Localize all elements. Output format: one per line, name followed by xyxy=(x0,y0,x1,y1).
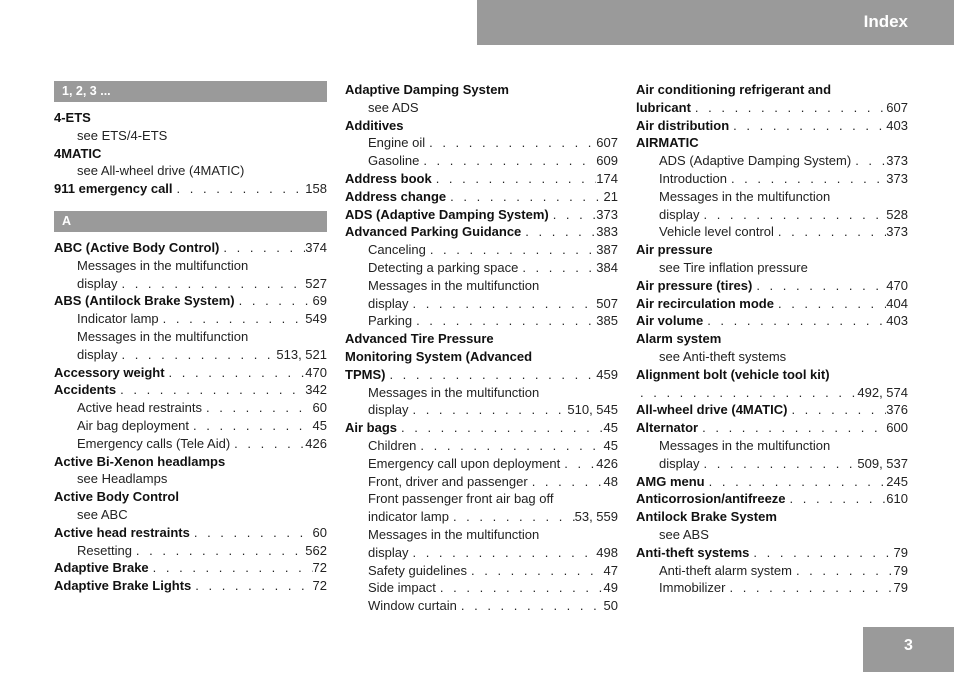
index-entry xyxy=(636,295,908,313)
index-entry xyxy=(54,109,327,127)
dot-leader xyxy=(408,295,596,313)
entry-text: Side impact xyxy=(368,580,436,596)
header-tab xyxy=(477,0,954,45)
index-subentry xyxy=(636,223,908,241)
index-column-1 xyxy=(54,81,327,595)
page-reference: 510, 545 xyxy=(567,402,618,418)
page-reference: 79 xyxy=(893,544,908,560)
dot-leader xyxy=(699,206,886,224)
entry-text: Emergency call upon deployment xyxy=(368,455,561,471)
index-entry xyxy=(636,241,908,259)
dot-leader xyxy=(446,188,603,206)
entry-text: display xyxy=(368,295,409,311)
index-subentry xyxy=(345,312,618,330)
entry-text: lubricant xyxy=(636,99,691,115)
entry-text: see Anti-theft systems xyxy=(659,348,787,364)
entry-text: Anti-theft alarm system xyxy=(659,562,792,578)
index-subentry xyxy=(345,562,618,580)
index-subentry xyxy=(345,295,618,313)
dot-leader xyxy=(699,455,857,473)
index-entry xyxy=(54,292,327,310)
entry-text: see ADS xyxy=(368,99,419,115)
entry-text: Anticorrosion/antifreeze xyxy=(636,491,786,507)
index-entry xyxy=(345,170,618,188)
index-subentry xyxy=(54,542,327,560)
page-reference: 374 xyxy=(305,239,327,255)
page-number: 3 xyxy=(904,637,913,654)
page-reference: 403 xyxy=(886,313,908,329)
entry-text: ADS (Adaptive Damping System) xyxy=(659,153,852,169)
entry-text: Children xyxy=(368,437,417,453)
dot-leader xyxy=(408,544,596,562)
entry-text: Front, driver and passenger xyxy=(368,473,528,489)
page-reference: 459 xyxy=(596,366,618,382)
page-reference: 174 xyxy=(596,170,618,186)
index-column-3 xyxy=(636,81,908,597)
entry-text: Messages in the multifunction xyxy=(659,188,831,204)
index-subentry xyxy=(636,437,908,455)
index-entry xyxy=(345,117,618,135)
entry-text: Adaptive Damping System xyxy=(345,82,509,97)
entry-text: AMG menu xyxy=(636,473,705,489)
dot-leader xyxy=(408,401,567,419)
page-reference: 60 xyxy=(312,400,327,416)
index-entry xyxy=(636,508,908,526)
entry-text: Parking xyxy=(368,313,413,329)
index-entry xyxy=(636,490,908,508)
dot-leader xyxy=(425,134,596,152)
page-reference: 342 xyxy=(305,382,327,398)
index-entry xyxy=(345,419,618,437)
index-subentry xyxy=(345,277,618,295)
index-subentry xyxy=(345,526,618,544)
index-entry xyxy=(54,364,327,382)
page-reference: 72 xyxy=(312,578,327,594)
index-subentry xyxy=(636,562,908,580)
page-reference: 79 xyxy=(893,562,908,578)
page-reference: 527 xyxy=(305,275,327,291)
page-reference: 373 xyxy=(886,153,908,169)
entry-text: Introduction xyxy=(659,170,727,186)
entry-text: ABS (Antilock Brake System) xyxy=(54,293,235,309)
index-subentry xyxy=(54,328,327,346)
entry-text: Active Bi-Xenon headlamps xyxy=(54,453,226,469)
page-reference: 79 xyxy=(893,580,908,596)
page-title: Index xyxy=(863,12,908,31)
entry-text: TPMS) xyxy=(345,366,386,382)
dot-leader xyxy=(397,419,604,437)
entry-text: display xyxy=(659,206,700,222)
page-reference: 47 xyxy=(603,562,618,578)
entry-text: Advanced Parking Guidance xyxy=(345,224,522,240)
index-column-2 xyxy=(345,81,618,615)
entry-text: Air recirculation mode xyxy=(636,295,774,311)
entry-text: Air bag deployment xyxy=(77,417,190,433)
entry-text: Address change xyxy=(345,188,447,204)
dot-leader xyxy=(117,275,305,293)
dot-leader xyxy=(190,524,313,542)
index-subentry xyxy=(636,188,908,206)
entry-text: Front passenger front air bag off xyxy=(368,491,554,507)
page-reference: 607 xyxy=(886,99,908,115)
dot-leader xyxy=(416,437,603,455)
entry-text: 911 emergency call xyxy=(54,181,173,197)
entry-text: ADS (Adaptive Damping System) xyxy=(345,206,549,222)
entry-text: see Tire inflation pressure xyxy=(659,259,808,275)
index-subentry xyxy=(54,506,327,524)
page-reference: 49 xyxy=(603,580,618,596)
index-subentry xyxy=(636,526,908,544)
entry-text: display xyxy=(77,346,118,362)
page-reference: 45 xyxy=(603,420,618,436)
entry-text: Alternator xyxy=(636,420,699,436)
index-entry xyxy=(636,134,908,152)
dot-leader xyxy=(159,310,306,328)
index-entry xyxy=(345,330,618,348)
index-subentry xyxy=(636,152,908,170)
page-reference: 158 xyxy=(305,181,327,197)
page-reference: 69 xyxy=(312,293,327,309)
entry-text: Immobilizer xyxy=(659,580,726,596)
index-entry xyxy=(636,312,908,330)
index-subentry xyxy=(54,127,327,145)
index-subentry xyxy=(636,348,908,366)
entry-text: Detecting a parking space xyxy=(368,259,519,275)
page-reference: 509, 537 xyxy=(857,455,908,471)
index-subentry xyxy=(54,310,327,328)
entry-text: Accessory weight xyxy=(54,364,165,380)
entry-text: see All-wheel drive (4MATIC) xyxy=(77,163,245,179)
dot-leader xyxy=(749,544,893,562)
dot-leader xyxy=(521,223,596,241)
index-subentry xyxy=(54,257,327,275)
section-header: A xyxy=(54,211,327,232)
dot-leader xyxy=(191,577,312,595)
page-reference: 513, 521 xyxy=(276,346,327,362)
dot-leader xyxy=(467,562,604,580)
entry-text: ABC (Active Body Control) xyxy=(54,239,220,255)
dot-leader xyxy=(426,241,596,259)
dot-leader xyxy=(436,579,604,597)
index-subentry xyxy=(636,455,908,473)
entry-text: All-wheel drive (4MATIC) xyxy=(636,402,788,418)
dot-leader xyxy=(703,312,886,330)
page-reference: 50 xyxy=(603,598,618,614)
dot-leader xyxy=(691,99,886,117)
index-subentry xyxy=(54,435,327,453)
page-reference: 373 xyxy=(596,206,618,222)
index-subentry xyxy=(345,544,618,562)
index-subentry xyxy=(345,99,618,117)
page-reference: 492, 574 xyxy=(857,384,908,400)
index-subentry xyxy=(54,275,327,293)
index-subentry xyxy=(54,162,327,180)
index-entry xyxy=(345,188,618,206)
entry-text: Messages in the multifunction xyxy=(368,384,540,400)
page-reference: 45 xyxy=(312,417,327,433)
index-subentry xyxy=(54,399,327,417)
section-spacer xyxy=(54,232,327,239)
entry-text: see ABS xyxy=(659,526,709,542)
index-entry xyxy=(636,473,908,491)
index-entry xyxy=(636,384,908,402)
page-reference: 60 xyxy=(312,524,327,540)
entry-text: display xyxy=(368,544,409,560)
dot-leader xyxy=(518,259,596,277)
entry-text: Adaptive Brake Lights xyxy=(54,578,192,594)
dot-leader xyxy=(432,170,597,188)
index-subentry xyxy=(54,417,327,435)
dot-leader xyxy=(132,542,305,560)
dot-leader xyxy=(412,312,596,330)
page-reference: 373 xyxy=(886,170,908,186)
index-entry xyxy=(345,81,618,99)
dot-leader xyxy=(528,473,604,491)
entry-text: Air pressure xyxy=(636,242,713,258)
dot-leader xyxy=(752,277,886,295)
page-reference: 385 xyxy=(596,313,618,329)
entry-text: Active head restraints xyxy=(77,400,203,416)
index-entry xyxy=(636,81,908,99)
page-reference: 610 xyxy=(886,491,908,507)
index-entry xyxy=(636,419,908,437)
dot-leader xyxy=(729,117,886,135)
entry-text: Active Body Control xyxy=(54,489,179,505)
page-reference: 609 xyxy=(596,153,618,169)
index-subentry xyxy=(345,259,618,277)
index-entry xyxy=(636,117,908,135)
entry-text: display xyxy=(77,275,118,291)
dot-leader xyxy=(202,399,313,417)
dot-leader xyxy=(173,180,306,198)
entry-text: 4MATIC xyxy=(54,145,102,161)
page-reference: 72 xyxy=(312,560,327,576)
dot-leader xyxy=(636,384,857,402)
entry-text: indicator lamp xyxy=(368,509,449,525)
dot-leader xyxy=(457,597,604,615)
index-subentry xyxy=(345,579,618,597)
index-entry xyxy=(54,488,327,506)
index-subentry xyxy=(54,470,327,488)
entry-text: display xyxy=(659,455,700,471)
entry-text: Messages in the multifunction xyxy=(77,328,249,344)
entry-text: Safety guidelines xyxy=(368,562,468,578)
entry-text: Active head restraints xyxy=(54,524,190,540)
entry-text: 4-ETS xyxy=(54,110,91,125)
dot-leader xyxy=(727,170,886,188)
entry-text: see ABC xyxy=(77,506,128,522)
dot-leader xyxy=(385,366,596,384)
page-reference: 245 xyxy=(886,473,908,489)
dot-leader xyxy=(787,401,886,419)
dot-leader xyxy=(549,206,597,224)
entry-text: Alignment bolt (vehicle tool kit) xyxy=(636,366,830,382)
page-reference: 600 xyxy=(886,420,908,436)
entry-text: Air bags xyxy=(345,420,398,436)
index-entry xyxy=(636,277,908,295)
dot-leader xyxy=(560,455,596,473)
index-entry xyxy=(345,366,618,384)
index-subentry xyxy=(345,437,618,455)
dot-leader xyxy=(189,417,313,435)
page-reference: 507 xyxy=(596,295,618,311)
index-entry xyxy=(54,381,327,399)
page-reference: 404 xyxy=(886,295,908,311)
index-subentry xyxy=(345,490,618,508)
entry-text: Anti-theft systems xyxy=(636,544,750,560)
index-entry xyxy=(636,99,908,117)
dot-leader xyxy=(725,579,893,597)
page-reference: 403 xyxy=(886,117,908,133)
page-reference: 387 xyxy=(596,242,618,258)
dot-leader xyxy=(786,490,887,508)
page-reference: 45 xyxy=(603,437,618,453)
page-reference: 562 xyxy=(305,542,327,558)
entry-text: AIRMATIC xyxy=(636,135,699,151)
entry-text: Air volume xyxy=(636,313,704,329)
dot-leader xyxy=(230,435,305,453)
index-entry xyxy=(54,453,327,471)
entry-text: Gasoline xyxy=(368,153,420,169)
page-reference: 470 xyxy=(305,364,327,380)
index-subentry xyxy=(345,241,618,259)
index-subentry xyxy=(345,597,618,615)
entry-text: see Headlamps xyxy=(77,471,168,487)
section-header: 1, 2, 3 ... xyxy=(54,81,327,102)
entry-text: Messages in the multifunction xyxy=(77,257,249,273)
page-reference: 426 xyxy=(305,435,327,451)
entry-text: Emergency calls (Tele Aid) xyxy=(77,435,231,451)
page-reference: 528 xyxy=(886,206,908,222)
page-reference: 607 xyxy=(596,135,618,151)
page-reference: 48 xyxy=(603,473,618,489)
index-subentry xyxy=(636,206,908,224)
entry-text: see ETS/4-ETS xyxy=(77,127,168,143)
page-reference: 53, 559 xyxy=(574,509,618,525)
index-entry xyxy=(636,330,908,348)
page-number-tab xyxy=(863,627,954,672)
index-subentry xyxy=(345,455,618,473)
index-entry xyxy=(54,577,327,595)
dot-leader xyxy=(219,239,305,257)
entry-text: Adaptive Brake xyxy=(54,560,149,576)
index-subentry xyxy=(636,170,908,188)
dot-leader xyxy=(116,381,305,399)
page-reference: 426 xyxy=(596,455,618,471)
page-reference: 384 xyxy=(596,259,618,275)
index-subentry xyxy=(345,401,618,419)
index-entry xyxy=(636,401,908,419)
index-entry xyxy=(345,206,618,224)
dot-leader xyxy=(705,473,887,491)
page-reference: 376 xyxy=(886,402,908,418)
index-entry xyxy=(54,559,327,577)
entry-text: Messages in the multifunction xyxy=(368,526,540,542)
entry-text: Indicator lamp xyxy=(77,311,159,327)
dot-leader xyxy=(774,223,886,241)
dot-leader xyxy=(149,559,313,577)
index-entry xyxy=(345,223,618,241)
entry-text: Advanced Tire Pressure xyxy=(345,331,494,347)
entry-text: Monitoring System (Advanced xyxy=(345,348,533,364)
index-entry xyxy=(636,544,908,562)
dot-leader xyxy=(698,419,886,437)
section-spacer xyxy=(54,102,327,109)
entry-text: Canceling xyxy=(368,242,426,258)
dot-leader xyxy=(235,292,313,310)
dot-leader xyxy=(774,295,886,313)
entry-text: display xyxy=(368,402,409,418)
page-reference: 373 xyxy=(886,224,908,240)
entry-text: Air pressure (tires) xyxy=(636,277,753,293)
index-subentry xyxy=(345,134,618,152)
index-entry xyxy=(54,145,327,163)
index-subentry xyxy=(636,579,908,597)
index-entry xyxy=(345,348,618,366)
dot-leader xyxy=(117,346,276,364)
index-entry xyxy=(54,180,327,198)
dot-leader xyxy=(851,152,886,170)
entry-text: Messages in the multifunction xyxy=(659,437,831,453)
entry-text: Address book xyxy=(345,170,432,186)
page-reference: 549 xyxy=(305,311,327,327)
page-reference: 470 xyxy=(886,277,908,293)
index-entry xyxy=(54,524,327,542)
entry-text: Resetting xyxy=(77,542,132,558)
entry-text: Accidents xyxy=(54,382,117,398)
entry-text: Additives xyxy=(345,117,404,133)
entry-text: Air conditioning refrigerant and xyxy=(636,82,832,97)
page-reference: 383 xyxy=(596,224,618,240)
index-subentry xyxy=(345,152,618,170)
entry-text: Alarm system xyxy=(636,331,722,347)
index-subentry xyxy=(345,508,618,526)
index-subentry xyxy=(636,259,908,277)
entry-text: Air distribution xyxy=(636,117,730,133)
entry-text: Antilock Brake System xyxy=(636,509,777,525)
page-reference: 21 xyxy=(603,188,618,204)
index-subentry xyxy=(345,384,618,402)
dot-leader xyxy=(165,364,306,382)
dot-leader xyxy=(792,562,894,580)
entry-text: Window curtain xyxy=(368,598,457,614)
index-subentry xyxy=(54,346,327,364)
dot-leader xyxy=(449,508,575,526)
index-entry xyxy=(54,239,327,257)
page-reference: 498 xyxy=(596,544,618,560)
dot-leader xyxy=(419,152,596,170)
entry-text: Engine oil xyxy=(368,135,426,151)
entry-text: Messages in the multifunction xyxy=(368,277,540,293)
index-subentry xyxy=(345,473,618,491)
entry-text: Vehicle level control xyxy=(659,224,774,240)
index-entry xyxy=(636,366,908,384)
